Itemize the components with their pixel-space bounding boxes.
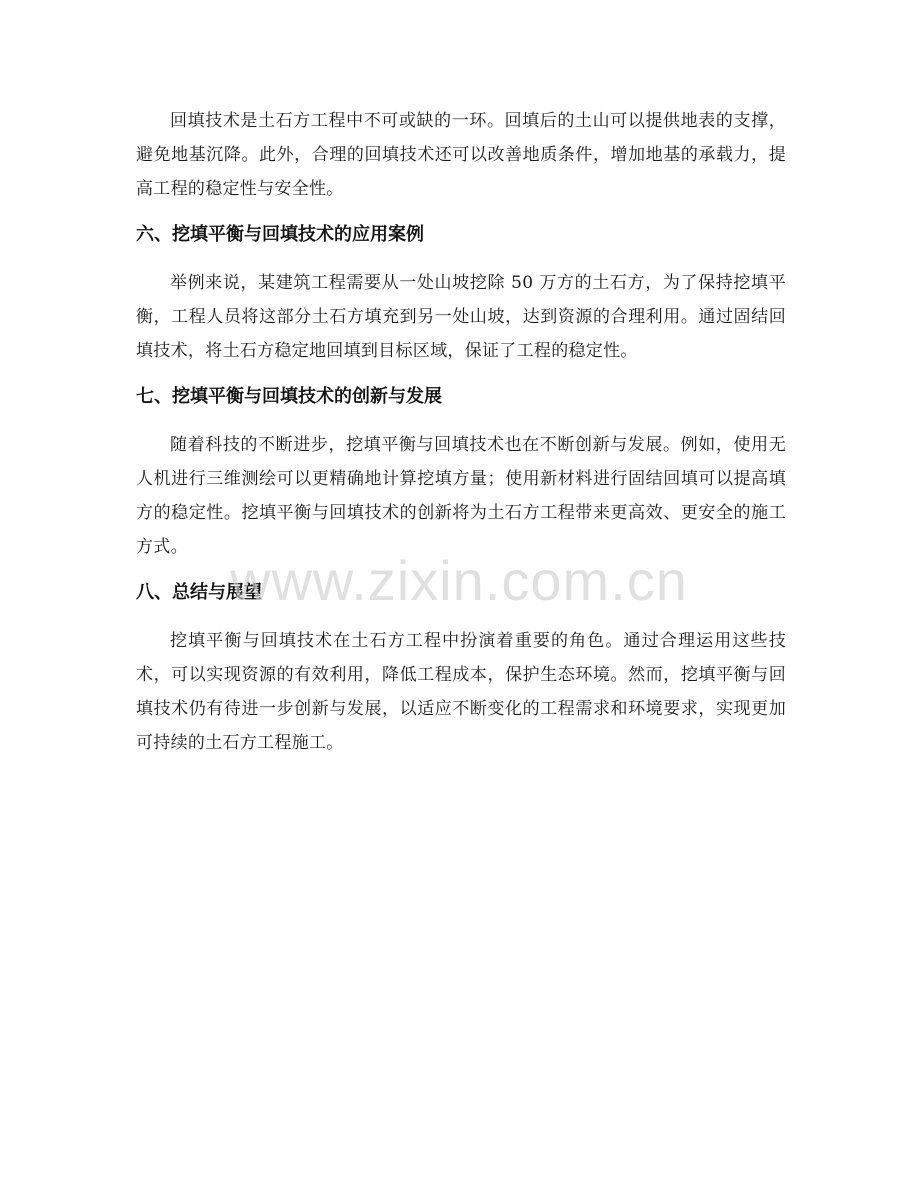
paragraph-summary: 挖填平衡与回填技术在土石方工程中扮演着重要的角色。通过合理运用这些技术，可以实现资源的有效利用，降低工程成本，保护生态环境。然而，挖填平衡与回填技术仍有待进一步创新与发展，以适应不断变化的工程需求和环境要求，实现更加可持续的土石方工程施工。 [136, 631, 786, 753]
watermark: www.zixin.com.cn [230, 549, 688, 612]
section-heading-7: 七、挖填平衡与回填技术的创新与发展 [136, 386, 442, 407]
paragraph-application-case: 举例来说，某建筑工程需要从一处山坡挖除 50 万方的土石方，为了保持挖填平衡，工程人员将这部分土石方填充到另一处山坡，达到资源的合理利用。通过固结回填技术，将土石方稳定地回填到目标区域，保证了工程的稳定性。 [136, 273, 786, 361]
section-heading-6: 六、挖填平衡与回填技术的应用案例 [136, 224, 424, 245]
paragraph-innovation: 随着科技的不断进步，挖填平衡与回填技术也在不断创新与发展。例如，使用无人机进行三维测绘可以更精确地计算挖填方量；使用新材料进行固结回填可以提高填方的稳定性。挖填平衡与回填技术的创新将为土石方工程带来更高效、更安全的施工方式。 [136, 435, 786, 557]
document-body [136, 104, 786, 774]
section-heading-8: 八、总结与展望 [136, 582, 262, 603]
paragraph-backfill-intro: 回填技术是土石方工程中不可或缺的一环。回填后的土山可以提供地表的支撑，避免地基沉降。此外，合理的回填技术还可以改善地质条件，增加地基的承载力，提高工程的稳定性与安全性。 [136, 111, 786, 199]
